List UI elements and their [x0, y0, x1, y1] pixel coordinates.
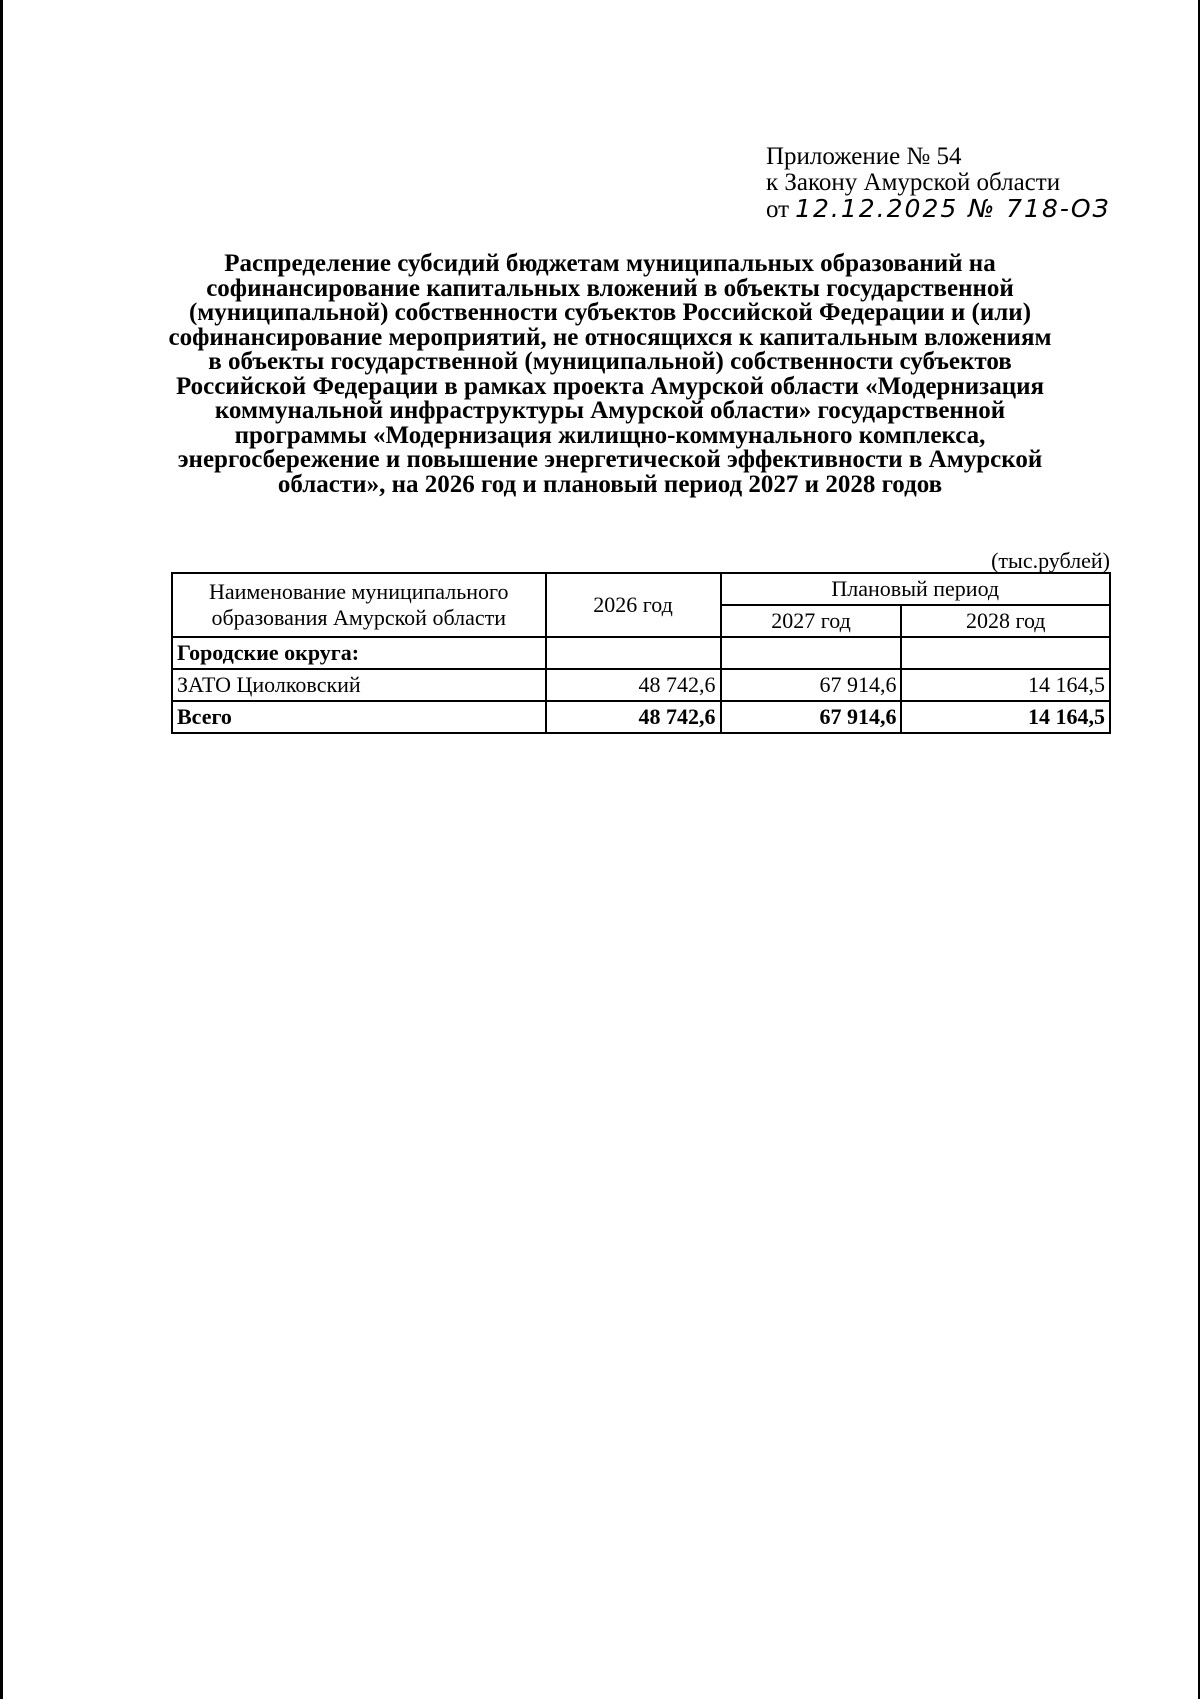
- group-empty-2028: [901, 637, 1110, 669]
- table-row: [172, 669, 1110, 701]
- scan-border-left: [0, 0, 3, 1699]
- table-header-row: [172, 573, 1110, 605]
- appendix-date-line: [766, 196, 1111, 223]
- units-label: (тыс.рублей): [991, 548, 1110, 573]
- header-planned-period: Плановый период: [721, 573, 1110, 605]
- table-total-row: [172, 701, 1110, 733]
- header-2027: 2027 год: [721, 605, 902, 637]
- group-empty-2026: [546, 637, 721, 669]
- handwritten-date-number: 12.12.2025 № 718-ОЗ: [795, 194, 1111, 223]
- total-value-2026: 48 742,6: [546, 701, 721, 733]
- appendix-from-label: от: [766, 196, 790, 223]
- row-value-2026: 48 742,6: [546, 669, 721, 701]
- subsidy-table: [171, 572, 1111, 734]
- table-group-row: [172, 637, 1110, 669]
- row-name: ЗАТО Циолковский: [172, 669, 546, 701]
- total-label: Всего: [172, 701, 546, 733]
- group-label: Городские округа:: [172, 637, 546, 669]
- row-value-2028: 14 164,5: [901, 669, 1110, 701]
- appendix-block: [766, 144, 1111, 223]
- total-value-2028: 14 164,5: [901, 701, 1110, 733]
- group-empty-2027: [721, 637, 902, 669]
- total-value-2027: 67 914,6: [721, 701, 902, 733]
- document-title: Распределение субсидий бюджетам муниципальных образований на софинансирование капитальных вложений в объекты государственной (муниципальной) собственности субъектов Российской Федерации и (или) софинансирование мероприятий, не относящихся к капитальным вложениям в объекты государственной (муниципальной) собственности субъектов Российской Федерации в рамках проекта Амурской области «Модернизация коммунальной инфраструктуры Амурской области» государственной программы «Модернизация жилищно-коммунального комплекса, энергосбережение и повышение энергетической эффективности в Амурской области», на 2026 год и плановый период 2027 и 2028 годов: [168, 250, 1052, 498]
- appendix-law-ref: к Закону Амурской области: [766, 169, 1061, 196]
- header-2028: 2028 год: [901, 605, 1110, 637]
- header-2026: 2026 год: [546, 573, 721, 637]
- appendix-number: Приложение № 54: [766, 143, 962, 170]
- header-name: Наименование муниципального образования Амурской области: [172, 573, 546, 637]
- row-value-2027: 67 914,6: [721, 669, 902, 701]
